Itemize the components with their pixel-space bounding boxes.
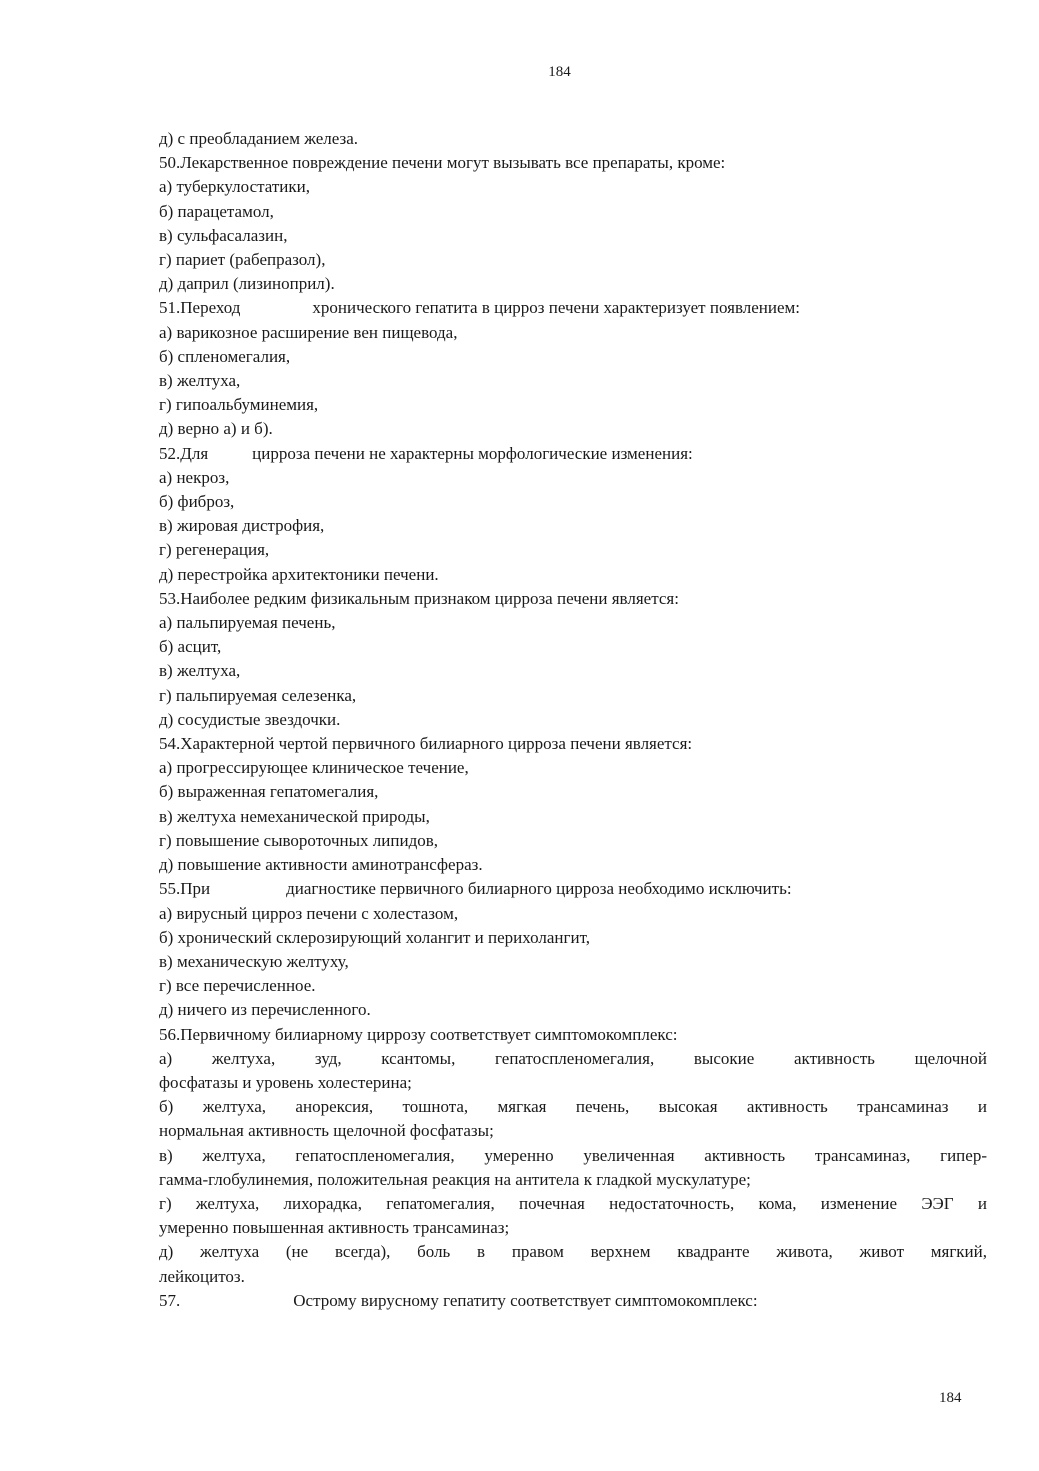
option-50-e: д) даприл (лизиноприл).	[159, 274, 335, 294]
option-53-c: в) желтуха,	[159, 661, 241, 681]
option-56-d-cont: умеренно повышенная активность трансаминаз;	[159, 1218, 510, 1238]
option-54-e: д) повышение активности аминотрансфераз.	[159, 855, 483, 875]
option-56-e-line1: д) желтуха (не всегда), боль в правом верхнем квадранте живота, живот мягкий,	[159, 1242, 987, 1262]
option-56-d-line1: г) желтуха, лихорадка, гепатомегалия, почечная недостаточность, кома, изменение ЭЭГ и	[159, 1193, 987, 1213]
question-52-number: 52.Для	[159, 443, 209, 463]
option-53-e: д) сосудистые звездочки.	[159, 709, 341, 729]
option-56-e-cont: лейкоцитоз.	[159, 1266, 245, 1286]
option-56-c-cont: гамма-глобулинемия, положительная реакция на антитела к гладкой мускулатуре;	[159, 1169, 751, 1189]
page-content	[159, 127, 987, 1313]
option-52-c: в) жировая дистрофия,	[159, 516, 325, 536]
question-57-number: 57.	[159, 1290, 181, 1310]
page-number-top: 184	[548, 64, 571, 80]
option-56-a	[159, 1047, 987, 1071]
question-51	[159, 296, 987, 320]
option-53-b: б) асцит,	[159, 637, 222, 657]
option-50-c: в) сульфасалазин,	[159, 225, 288, 245]
option-52-a: а) некроз,	[159, 467, 230, 487]
option-54-d: г) повышение сывороточных липидов,	[159, 830, 438, 850]
question-57-text: Острому вирусному гепатиту соответствует симптомокомплекс:	[293, 1290, 758, 1310]
question-57	[159, 1289, 987, 1313]
option-52-b: б) фиброз,	[159, 492, 235, 512]
question-50: 50.Лекарственное повреждение печени могут вызывать все препараты, кроме:	[159, 153, 726, 173]
question-55	[159, 877, 987, 901]
question-56: 56.Первичному билиарному циррозу соответствует симптомокомплекс:	[159, 1024, 678, 1044]
option-56-c	[159, 1144, 987, 1168]
question-52	[159, 442, 987, 466]
question-52-text: цирроза печени не характерны морфологические изменения:	[252, 443, 693, 463]
question-51-number: 51.Переход	[159, 298, 241, 318]
option-54-c: в) желтуха немеханической природы,	[159, 806, 430, 826]
option-55-c: в) механическую желтуху,	[159, 951, 349, 971]
option-56-b-line1: б) желтуха, анорексия, тошнота, мягкая печень, высокая активность трансаминаз и	[159, 1097, 987, 1117]
option-53-d: г) пальпируемая селезенка,	[159, 685, 357, 705]
question-55-number: 55.При	[159, 879, 211, 899]
question-51-text: хронического гепатита в цирроз печени характеризует появлением:	[312, 298, 800, 318]
option-56-b	[159, 1095, 987, 1119]
option-54-a: а) прогрессирующее клиническое течение,	[159, 758, 469, 778]
option-51-d: г) гипоальбуминемия,	[159, 395, 319, 415]
option-56-c-line1: в) желтуха, гепатоспленомегалия, умеренно увеличенная активность трансаминаз, гипер-	[159, 1145, 987, 1165]
option-54-b: б) выраженная гепатомегалия,	[159, 782, 379, 802]
option-55-a: а) вирусный цирроз печени с холестазом,	[159, 903, 459, 923]
option-52-e: д) перестройка архитектоники печени.	[159, 564, 439, 584]
question-53: 53.Наиболее редким физикальным признаком цирроза печени является:	[159, 588, 679, 608]
option-50-d: г) париет (рабепразол),	[159, 250, 326, 270]
option-56-b-cont: нормальная активность щелочной фосфатазы;	[159, 1121, 494, 1141]
option-56-d	[159, 1192, 987, 1216]
option-55-e: д) ничего из перечисленного.	[159, 1000, 371, 1020]
option-52-d: г) регенерация,	[159, 540, 270, 560]
option-51-e: д) верно а) и б).	[159, 419, 273, 439]
option-56-a-line1: а) желтуха, зуд, ксантомы, гепатоспленомегалия, высокие активность щелочной	[159, 1048, 987, 1068]
option-51-b: б) спленомегалия,	[159, 346, 291, 366]
text-line: д) с преобладанием железа.	[159, 129, 359, 148]
option-56-e	[159, 1240, 987, 1264]
page-number-bottom: 184	[939, 1390, 962, 1406]
option-56-a-cont: фосфатазы и уровень холестерина;	[159, 1072, 412, 1092]
option-51-a: а) варикозное расширение вен пищевода,	[159, 322, 458, 342]
question-54: 54.Характерной чертой первичного билиарного цирроза печени является:	[159, 734, 693, 754]
option-55-d: г) все перечисленное.	[159, 976, 316, 996]
question-55-text: диагностике первичного билиарного цирроза необходимо исключить:	[286, 879, 792, 899]
option-50-a: а) туберкулостатики,	[159, 177, 311, 197]
option-55-b: б) хронический склерозирующий холангит и перихолангит,	[159, 927, 591, 947]
option-51-c: в) желтуха,	[159, 371, 241, 391]
option-53-a: а) пальпируемая печень,	[159, 613, 336, 633]
option-50-b: б) парацетамол,	[159, 201, 274, 221]
